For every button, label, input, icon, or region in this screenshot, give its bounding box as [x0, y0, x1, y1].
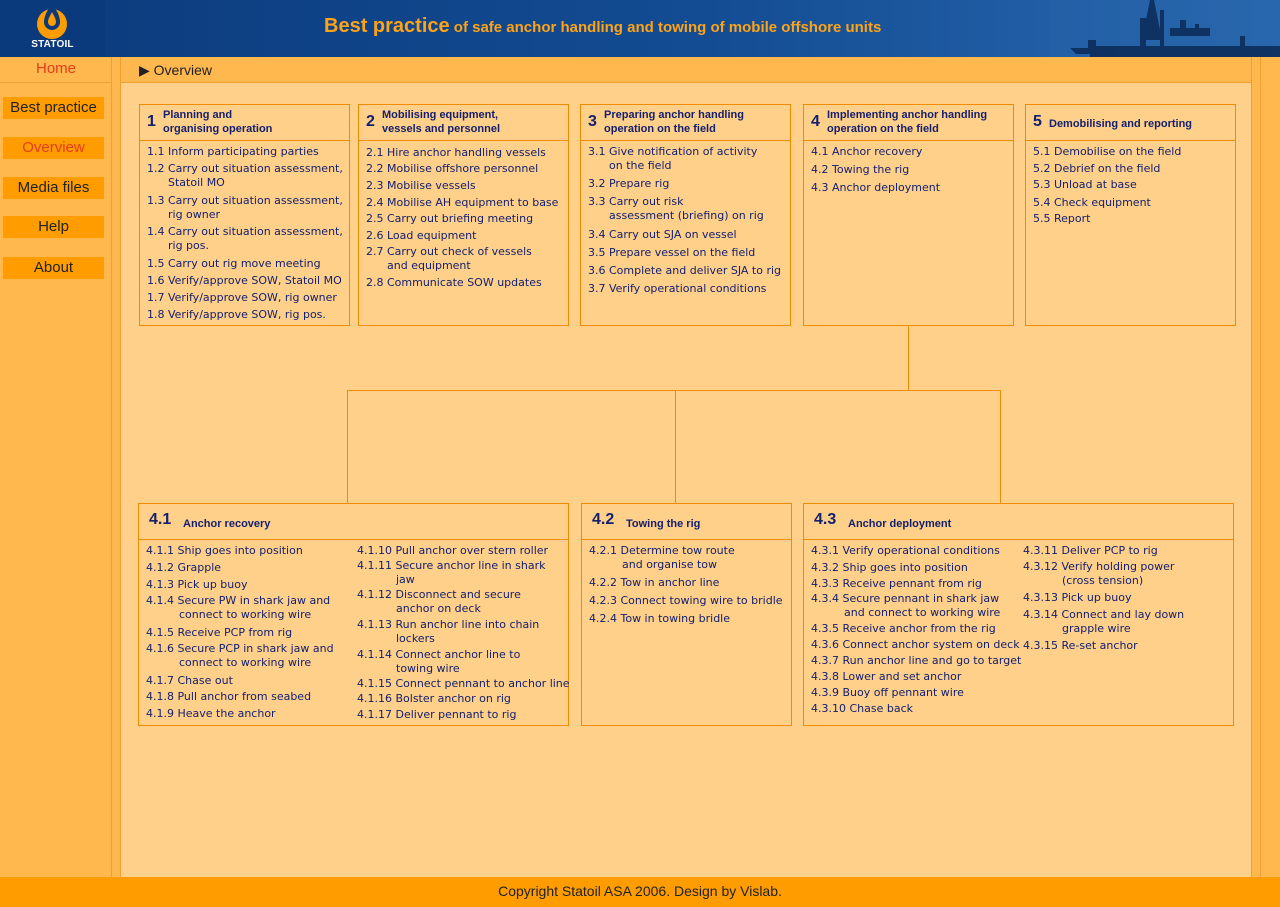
item-text: 4.1.17 Deliver pennant to rig — [357, 708, 517, 721]
item-text: 1.7 Verify/approve SOW, rig owner — [147, 291, 337, 304]
item-text: 1.6 Verify/approve SOW, Statoil MO — [147, 274, 342, 287]
phase-box-4[interactable] — [803, 104, 1014, 326]
page-title-sub: of safe anchor handling and towing of mobile offshore units — [449, 19, 882, 36]
item-text-cont: lockers — [396, 632, 435, 645]
breadcrumb: ▶ Overview — [139, 62, 213, 78]
subphase-item[interactable] — [146, 578, 248, 592]
item-text: 4.1.3 Pick up buoy — [146, 578, 248, 591]
nav-help[interactable]: Help — [3, 216, 104, 238]
right-strip — [1251, 57, 1280, 877]
phase-box-3[interactable] — [580, 104, 791, 326]
phase-number: 1 — [147, 113, 156, 130]
nav-divider — [0, 82, 112, 83]
phase-title — [1049, 117, 1192, 131]
phase-box-1[interactable] — [139, 104, 350, 326]
subphase-box-4.2[interactable] — [581, 503, 792, 726]
item-text: 4.2.2 Tow in anchor line — [589, 576, 720, 589]
item-text: 4.3.6 Connect anchor system on deck — [811, 638, 1020, 651]
subphase-number: 4.1 — [149, 511, 172, 528]
item-text: 1.2 Carry out situation assessment, — [147, 162, 343, 175]
statoil-logo[interactable] — [0, 0, 105, 57]
phase-item[interactable] — [588, 145, 757, 173]
subphase-item[interactable] — [811, 544, 1000, 558]
logo-text: STATOIL — [31, 39, 74, 50]
item-text: 4.3.7 Run anchor line and go to target — [811, 654, 1022, 667]
phase-item[interactable] — [147, 308, 326, 322]
subphase-item[interactable] — [357, 648, 520, 676]
phase-title-line: Implementing anchor handling — [827, 109, 988, 121]
item-text: 3.4 Carry out SJA on vessel — [588, 228, 737, 241]
nav-best-practice[interactable]: Best practice — [3, 97, 104, 119]
subphase-header — [582, 504, 791, 540]
subphase-item[interactable] — [146, 674, 233, 688]
item-text: 4.3.11 Deliver PCP to rig — [1023, 544, 1158, 557]
phase-item[interactable] — [366, 146, 546, 160]
item-text: 2.6 Load equipment — [366, 229, 477, 242]
phase-item[interactable] — [147, 145, 319, 159]
item-text: 3.7 Verify operational conditions — [588, 282, 767, 295]
item-text-cont: (cross tension) — [1062, 574, 1144, 587]
item-text: 4.1.11 Secure anchor line in shark — [357, 559, 546, 572]
subphase-item[interactable] — [811, 577, 982, 591]
item-text: 4.1.4 Secure PW in shark jaw and — [146, 594, 331, 607]
subphase-title: Anchor recovery — [183, 518, 271, 530]
item-text: 4.3.4 Secure pennant in shark jaw — [811, 592, 1000, 605]
item-text: 4.1.12 Disconnect and secure — [357, 588, 521, 601]
phase-item[interactable] — [147, 257, 321, 271]
item-text: 4.3.8 Lower and set anchor — [811, 670, 962, 683]
item-text: 3.5 Prepare vessel on the field — [588, 246, 756, 259]
subphase-item[interactable] — [811, 702, 913, 716]
item-text-cont: and organise tow — [622, 558, 718, 571]
subphase-item[interactable] — [146, 544, 303, 558]
phase-title — [382, 108, 500, 136]
subphase-item[interactable] — [1023, 608, 1184, 636]
item-text: 5.4 Check equipment — [1033, 196, 1151, 209]
phase-header — [140, 105, 349, 141]
subphase-item[interactable] — [811, 622, 996, 636]
item-text: 2.2 Mobilise offshore personnel — [366, 162, 539, 175]
item-text: 2.7 Carry out check of vessels — [366, 245, 532, 258]
subphase-item[interactable] — [146, 561, 221, 575]
nav-about[interactable]: About — [3, 257, 104, 279]
phase-title — [827, 108, 987, 136]
connector-line — [347, 390, 348, 504]
item-text: 3.2 Prepare rig — [588, 177, 670, 190]
item-text: 4.3.12 Verify holding power — [1023, 560, 1175, 573]
phase-number: 2 — [366, 113, 375, 130]
item-text: 4.2.1 Determine tow route — [589, 544, 735, 557]
subphase-box-4.3[interactable] — [803, 503, 1234, 726]
phase-item[interactable] — [147, 194, 343, 222]
phase-item[interactable] — [811, 181, 940, 195]
phase-box-5[interactable] — [1025, 104, 1236, 326]
phase-header — [359, 105, 568, 141]
phase-item[interactable] — [366, 245, 532, 273]
subphase-item[interactable] — [357, 544, 548, 558]
subphase-number: 4.3 — [814, 511, 837, 528]
phase-item[interactable] — [1033, 178, 1137, 192]
item-text: 4.3.9 Buoy off pennant wire — [811, 686, 964, 699]
item-text: 2.4 Mobilise AH equipment to base — [366, 196, 559, 209]
page-title-main: Best practice — [324, 15, 450, 37]
nav-media-files[interactable]: Media files — [3, 177, 104, 199]
phase-header — [581, 105, 790, 141]
connector-line — [675, 390, 676, 504]
item-text: 5.3 Unload at base — [1033, 178, 1137, 191]
subphase-item[interactable] — [1023, 639, 1138, 653]
phase-title-line: operation on the field — [827, 123, 939, 135]
item-text: 1.1 Inform participating parties — [147, 145, 319, 158]
subphase-item[interactable] — [357, 708, 516, 722]
subphase-item[interactable] — [357, 618, 539, 646]
item-text: 4.3.3 Receive pennant from rig — [811, 577, 982, 590]
subphase-item[interactable] — [146, 594, 330, 622]
item-text-cont: connect to working wire — [179, 656, 312, 669]
item-text-cont: rig pos. — [168, 239, 209, 252]
nav-overview[interactable]: Overview — [3, 137, 104, 159]
phase-title — [163, 108, 272, 136]
subphase-item[interactable] — [811, 638, 1020, 652]
item-text: 4.3.15 Re-set anchor — [1023, 639, 1138, 652]
item-text-cont: Statoil MO — [168, 176, 225, 189]
item-text: 4.1.7 Chase out — [146, 674, 233, 687]
phase-number: 3 — [588, 113, 597, 130]
phase-item[interactable] — [588, 264, 781, 278]
item-text-cont: and connect to working wire — [844, 606, 1001, 619]
item-text: 3.3 Carry out risk — [588, 195, 684, 208]
subphase-item[interactable] — [146, 690, 311, 704]
phase-item[interactable] — [147, 274, 342, 288]
phase-title — [604, 108, 744, 136]
connector-line — [908, 325, 909, 390]
phase-item[interactable] — [1033, 145, 1181, 159]
item-text: 3.1 Give notification of activity — [588, 145, 758, 158]
connector-line — [1000, 390, 1001, 504]
phase-item[interactable] — [147, 225, 343, 253]
subphase-header — [804, 504, 1233, 540]
item-text: 1.8 Verify/approve SOW, rig pos. — [147, 308, 326, 321]
subphase-item[interactable] — [1023, 544, 1158, 558]
subphase-item[interactable] — [146, 707, 276, 721]
subphase-item[interactable] — [1023, 591, 1132, 605]
item-text: 4.1.1 Ship goes into position — [146, 544, 303, 557]
item-text: 4.1.9 Heave the anchor — [146, 707, 276, 720]
phase-number: 4 — [811, 113, 820, 130]
phase-item[interactable] — [1033, 212, 1090, 226]
subphase-item[interactable] — [357, 677, 570, 691]
item-text: 4.3 Anchor deployment — [811, 181, 941, 194]
phase-item[interactable] — [811, 163, 909, 177]
subphase-header — [139, 504, 568, 540]
nav-home-link[interactable]: Home — [35, 60, 76, 77]
item-text: 5.1 Demobilise on the field — [1033, 145, 1182, 158]
item-text: 4.1.6 Secure PCP in shark jaw and — [146, 642, 334, 655]
subphase-item[interactable] — [811, 686, 964, 700]
item-text-cont: connect to working wire — [179, 608, 312, 621]
phase-item[interactable] — [366, 276, 542, 290]
phase-item[interactable] — [588, 246, 755, 260]
phase-item[interactable] — [1033, 196, 1151, 210]
subphase-box-4.1[interactable] — [138, 503, 569, 726]
item-text: 4.1.15 Connect pennant to anchor line — [357, 677, 570, 690]
page-title — [324, 15, 881, 38]
breadcrumb-bar — [121, 57, 1251, 83]
phase-item[interactable] — [366, 179, 476, 193]
phase-item[interactable] — [147, 162, 343, 190]
item-text: 4.1 Anchor recovery — [811, 145, 923, 158]
phase-item[interactable] — [588, 228, 737, 242]
phase-title-line: Mobilising equipment, — [382, 109, 499, 121]
subphase-item[interactable] — [357, 588, 521, 616]
item-text-cont: rig owner — [168, 208, 221, 221]
item-text: 1.5 Carry out rig move meeting — [147, 257, 321, 270]
item-text: 2.1 Hire anchor handling vessels — [366, 146, 546, 159]
subphase-item[interactable] — [811, 654, 1021, 668]
subphase-item[interactable] — [811, 561, 968, 575]
item-text: 4.1.8 Pull anchor from seabed — [146, 690, 312, 703]
phase-item[interactable] — [147, 291, 337, 305]
header-banner — [0, 0, 1280, 57]
connector-line — [347, 390, 1001, 391]
item-text: 1.4 Carry out situation assessment, — [147, 225, 343, 238]
phase-item[interactable] — [1033, 162, 1160, 176]
phase-item[interactable] — [366, 196, 558, 210]
phase-title-line: organising operation — [163, 123, 273, 135]
phase-title-line: operation on the field — [604, 123, 716, 135]
subphase-item[interactable] — [589, 544, 735, 572]
item-text: 4.2.3 Connect towing wire to bridle — [589, 594, 783, 607]
item-text: 4.1.14 Connect anchor line to — [357, 648, 521, 661]
phase-item[interactable] — [366, 212, 533, 226]
item-text-cont: on the field — [609, 159, 672, 172]
item-text: 2.5 Carry out briefing meeting — [366, 212, 534, 225]
footer-copyright: Copyright Statoil ASA 2006. Design by Vislab. — [0, 877, 1280, 907]
subphase-item[interactable] — [589, 594, 783, 608]
phase-item[interactable] — [588, 282, 766, 296]
phase-title-line: Preparing anchor handling — [604, 109, 744, 121]
item-text-cont: towing wire — [396, 662, 460, 675]
phase-title-line: vessels and personnel — [382, 123, 500, 135]
phase-header — [1026, 105, 1235, 141]
subphase-item[interactable] — [589, 576, 719, 590]
phase-item[interactable] — [588, 195, 764, 223]
phase-item[interactable] — [811, 145, 922, 159]
subphase-title: Towing the rig — [626, 518, 701, 530]
item-text: 4.3.2 Ship goes into position — [811, 561, 968, 574]
subphase-item[interactable] — [589, 612, 730, 626]
item-text: 4.3.10 Chase back — [811, 702, 914, 715]
item-text: 4.1.2 Grapple — [146, 561, 222, 574]
item-text: 5.2 Debrief on the field — [1033, 162, 1161, 175]
subphase-item[interactable] — [811, 670, 961, 684]
item-text: 4.1.5 Receive PCP from rig — [146, 626, 293, 639]
item-text: 4.3.13 Pick up buoy — [1023, 591, 1132, 604]
item-text-cont: anchor on deck — [396, 602, 481, 615]
phase-box-2[interactable] — [358, 104, 569, 326]
phase-item[interactable] — [588, 177, 669, 191]
item-text: 4.3.5 Receive anchor from the rig — [811, 622, 996, 635]
item-text-cont: and equipment — [387, 259, 471, 272]
subphase-item[interactable] — [357, 692, 511, 706]
phase-title-line: Planning and — [163, 109, 233, 121]
item-text: 4.3.1 Verify operational conditions — [811, 544, 1000, 557]
phase-header — [804, 105, 1013, 141]
item-text: 3.6 Complete and deliver SJA to rig — [588, 264, 782, 277]
item-text: 2.3 Mobilise vessels — [366, 179, 476, 192]
item-text-cont: jaw — [396, 573, 415, 586]
item-text: 5.5 Report — [1033, 212, 1091, 225]
item-text-cont: grapple wire — [1062, 622, 1131, 635]
phase-title-line: Demobilising and reporting — [1049, 118, 1193, 130]
subphase-item[interactable] — [357, 559, 546, 587]
item-text: 2.8 Communicate SOW updates — [366, 276, 542, 289]
subphase-item[interactable] — [811, 592, 1000, 620]
phase-item[interactable] — [366, 229, 476, 243]
subphase-title: Anchor deployment — [848, 518, 952, 530]
item-text: 1.3 Carry out situation assessment, — [147, 194, 343, 207]
phase-item[interactable] — [366, 162, 538, 176]
subphase-item[interactable] — [1023, 560, 1174, 588]
item-text: 4.1.10 Pull anchor over stern roller — [357, 544, 549, 557]
left-nav — [0, 57, 112, 877]
item-text: 4.1.13 Run anchor line into chain — [357, 618, 540, 631]
item-text: 4.2.4 Tow in towing bridle — [589, 612, 730, 625]
phase-number: 5 — [1033, 113, 1042, 130]
subphase-number: 4.2 — [592, 511, 615, 528]
subphase-item[interactable] — [146, 626, 292, 640]
item-text: 4.3.14 Connect and lay down — [1023, 608, 1185, 621]
offshore-rig-icon — [1050, 0, 1280, 57]
item-text: 4.2 Towing the rig — [811, 163, 910, 176]
item-text: 4.1.16 Bolster anchor on rig — [357, 692, 511, 705]
statoil-flame-icon — [34, 3, 70, 39]
item-text-cont: assessment (briefing) on rig — [609, 209, 764, 222]
subphase-item[interactable] — [146, 642, 334, 670]
